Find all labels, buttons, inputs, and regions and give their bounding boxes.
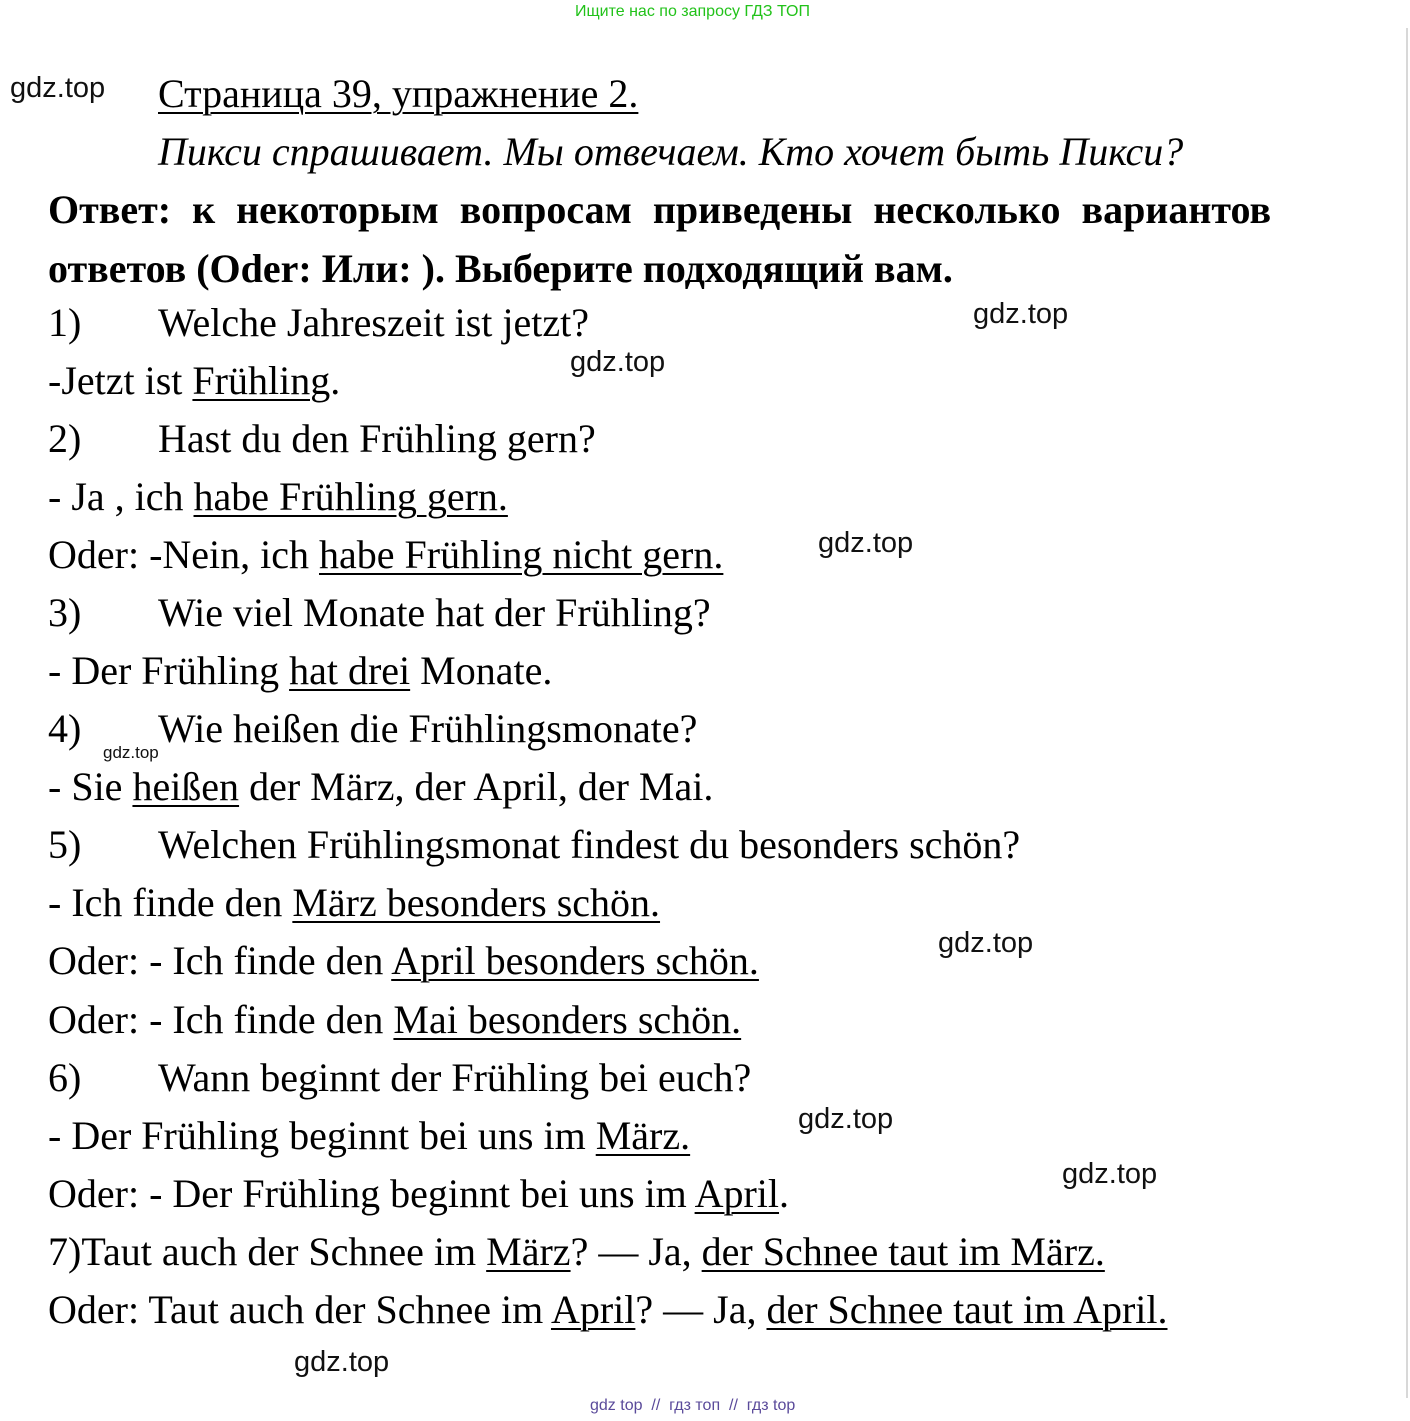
question-7	[48, 1229, 1105, 1274]
answer-5-alt-1	[48, 938, 759, 983]
question-number: 2)	[48, 416, 82, 461]
question-number: 6)	[48, 1055, 82, 1100]
question-text: ? — Ja,	[635, 1287, 767, 1332]
answer-underlined: April besonders schön.	[391, 938, 759, 983]
answer-underlined: März.	[595, 1113, 691, 1158]
answer-underlined: der Schnee taut im April.	[766, 1287, 1168, 1332]
question-7-alt	[48, 1287, 1168, 1332]
answer-6-alt	[48, 1171, 790, 1216]
answer-text: - Sie	[48, 764, 133, 809]
answer-text: .	[779, 1171, 790, 1216]
question-number: 1)	[48, 300, 82, 345]
question-number: 3)	[48, 590, 82, 635]
watermark: gdz.top	[818, 527, 914, 559]
answer-5-alt-2	[48, 997, 742, 1042]
question-1	[48, 300, 590, 345]
watermark: gdz.top	[103, 743, 159, 762]
question-text: Welchen Frühlingsmonat findest du besonders schön?	[158, 822, 1021, 867]
answer-text: - Ja , ich	[48, 474, 194, 519]
answer-3	[48, 648, 553, 693]
answer-underlined: Mai besonders schön.	[393, 997, 742, 1042]
answer-underlined: Frühling	[192, 358, 331, 403]
question-5	[48, 822, 1021, 867]
question-4	[48, 706, 698, 751]
answer-text: Oder: - Ich finde den	[48, 938, 392, 983]
answer-text: - Ich finde den	[48, 880, 293, 925]
question-text: 7)Taut auch der Schnee im	[48, 1229, 487, 1274]
watermark: gdz.top	[570, 346, 666, 378]
answer-6	[48, 1113, 691, 1158]
page-title-text: Страница 39, упражнение 2.	[158, 71, 639, 116]
answer-text: der März, der April, der Mai.	[239, 764, 714, 809]
answer-underlined: der Schnee taut im März.	[701, 1229, 1105, 1274]
answer-2-alt	[48, 532, 724, 577]
page-title	[158, 70, 638, 117]
question-number: 5)	[48, 822, 82, 867]
top-banner: Ищите нас по запросу ГДЗ ТОП	[575, 3, 810, 20]
answer-text: Monate.	[410, 648, 553, 693]
answer-underlined: hat drei	[289, 648, 411, 693]
question-text: Oder: Taut auch der Schnee im	[48, 1287, 551, 1332]
question-text: Wie viel Monate hat der Frühling?	[158, 590, 711, 635]
answer-text: Oder: - Ich finde den	[48, 997, 394, 1042]
question-text: Welche Jahreszeit ist jetzt?	[158, 300, 590, 345]
question-3	[48, 590, 711, 635]
answer-text: Oder: - Der Frühling beginnt bei uns im	[48, 1171, 695, 1216]
question-text: ? — Ja,	[570, 1229, 702, 1274]
bottom-banner: gdz top // гдз топ // гдз top	[590, 1397, 796, 1414]
answer-underlined: heißen	[132, 764, 240, 809]
question-6	[48, 1055, 752, 1100]
question-text: Hast du den Frühling gern?	[158, 416, 596, 461]
watermark: gdz.top	[973, 298, 1069, 330]
page-edge	[1406, 28, 1408, 1398]
answer-line-2: ответов (Oder: Или: ). Выберите подходящий вам.	[48, 246, 953, 291]
question-2	[48, 416, 596, 461]
answer-1	[48, 358, 341, 403]
answer-4	[48, 764, 714, 809]
question-underlined: April	[550, 1287, 636, 1332]
question-text: Wann beginnt der Frühling bei euch?	[158, 1055, 752, 1100]
answer-text: .	[330, 358, 341, 403]
answer-underlined: habe Frühling gern.	[193, 474, 508, 519]
answer-text: -Jetzt ist	[48, 358, 193, 403]
answer-underlined: März besonders schön.	[292, 880, 661, 925]
answer-2	[48, 474, 508, 519]
answer-underlined: April	[694, 1171, 780, 1216]
question-number: 4)	[48, 706, 82, 751]
answer-5	[48, 880, 661, 925]
watermark: gdz.top	[938, 927, 1034, 959]
question-underlined: März	[486, 1229, 571, 1274]
watermark: gdz.top	[10, 72, 106, 104]
watermark: gdz.top	[1062, 1158, 1158, 1190]
answer-text: - Der Frühling	[48, 648, 290, 693]
question-text: Wie heißen die Frühlingsmonate?	[158, 706, 698, 751]
answer-text: - Der Frühling beginnt bei uns im	[48, 1113, 596, 1158]
answer-line-1: Ответ: к некоторым вопросам приведены несколько вариантов	[48, 187, 1272, 232]
answer-underlined: habe Frühling nicht gern.	[319, 532, 724, 577]
answer-text: Oder: -Nein, ich	[48, 532, 320, 577]
watermark: gdz.top	[294, 1346, 390, 1378]
watermark: gdz.top	[798, 1103, 894, 1135]
subtitle: Пикси спрашивает. Мы отвечаем. Кто хочет быть Пикси?	[158, 129, 1184, 174]
